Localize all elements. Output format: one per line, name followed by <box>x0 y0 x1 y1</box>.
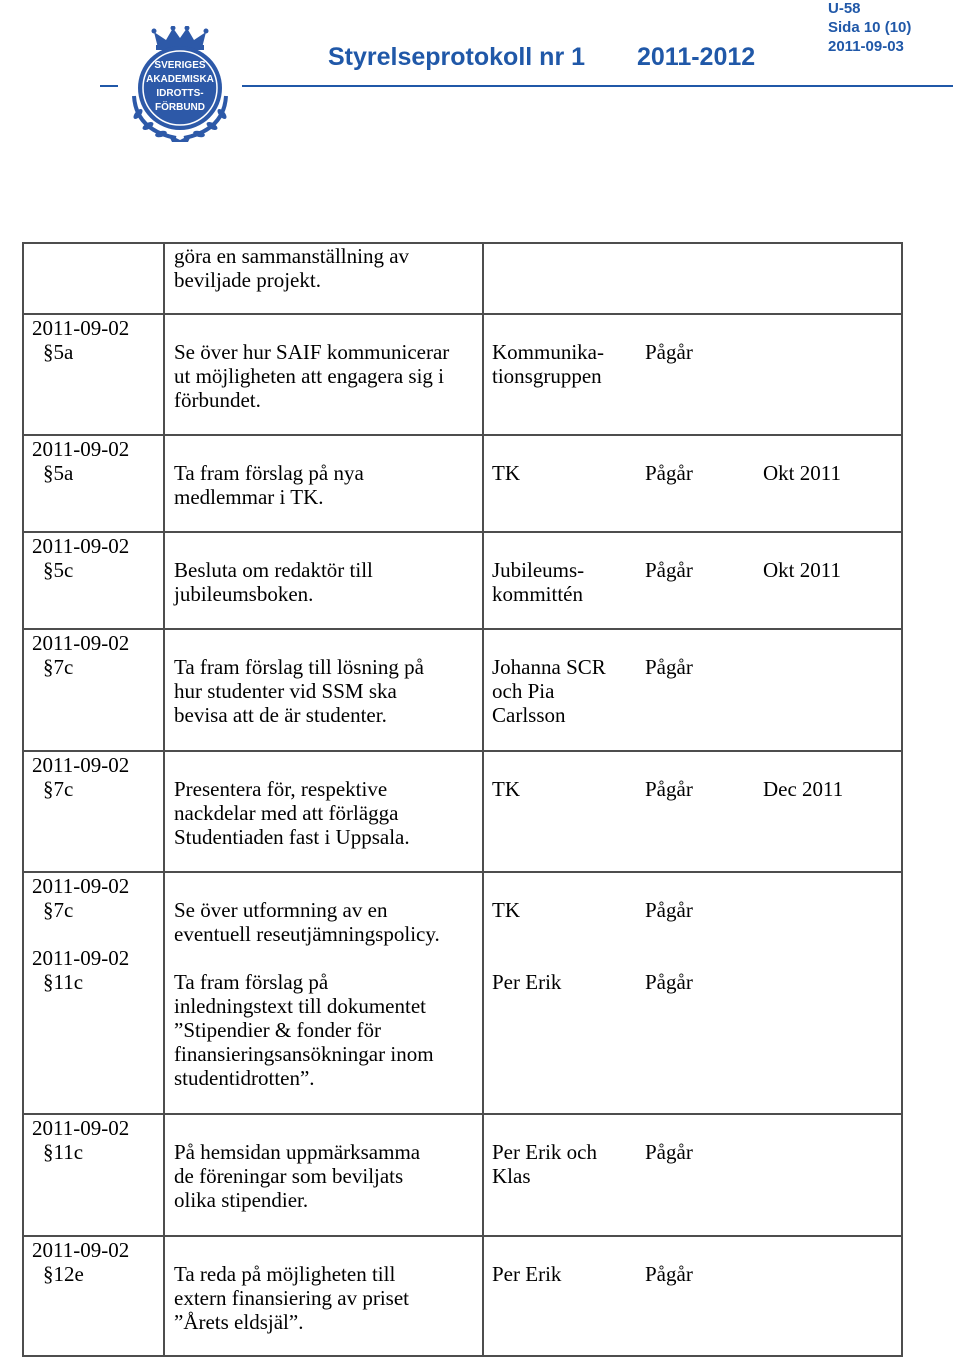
status: Pågår <box>645 1262 693 1286</box>
meeting-date: 2011-09-02 <box>32 1238 130 1262</box>
table-row <box>24 945 901 1115</box>
task-line: hur studenter vid SSM ska <box>174 679 397 703</box>
task-line: Se över hur SAIF kommunicerar <box>174 340 450 364</box>
date-cell <box>24 873 165 945</box>
task-line: eventuell reseutjämningspolicy. <box>174 922 440 946</box>
task-cell <box>165 945 484 1113</box>
task-cell <box>165 315 484 434</box>
document-date: 2011-09-03 <box>828 38 904 55</box>
status-cell <box>637 873 901 945</box>
task-cell <box>165 244 484 313</box>
task-cell <box>165 533 484 628</box>
status-cell <box>637 1115 901 1235</box>
date-cell <box>24 315 165 434</box>
responsible-line: Per Erik <box>492 1262 562 1286</box>
status: Pågår <box>645 461 693 485</box>
status-cell <box>637 244 901 313</box>
responsible-line: tionsgruppen <box>492 364 602 388</box>
status: Pågår <box>645 777 693 801</box>
document-year: 2011-2012 <box>637 43 756 71</box>
section-ref: §7c <box>43 655 74 679</box>
page-number: Sida 10 (10) <box>828 19 912 36</box>
section-ref: §11c <box>43 970 84 994</box>
responsible-line: kommittén <box>492 582 583 606</box>
responsible-line: Per Erik <box>492 970 562 994</box>
responsible-line: Kommunika- <box>492 340 604 364</box>
table-row <box>24 1115 901 1237</box>
task-line: Studentiaden fast i Uppsala. <box>174 825 410 849</box>
status-cell <box>637 436 901 531</box>
deadline: Okt 2011 <box>763 558 841 582</box>
responsible-line: TK <box>492 777 520 801</box>
responsible-cell <box>484 630 637 750</box>
meeting-date: 2011-09-02 <box>32 631 130 655</box>
logo-text-line: SVERIGES <box>154 60 206 71</box>
responsible-cell <box>484 873 637 945</box>
task-cell <box>165 752 484 871</box>
responsible-cell <box>484 1237 637 1355</box>
date-cell <box>24 1115 165 1235</box>
date-cell <box>24 1237 165 1355</box>
task-line: bevisa att de är studenter. <box>174 703 387 727</box>
task-line: extern finansiering av priset <box>174 1286 409 1310</box>
meeting-date: 2011-09-02 <box>32 316 130 340</box>
meeting-date: 2011-09-02 <box>32 534 130 558</box>
table-row <box>24 1237 901 1355</box>
status-cell <box>637 945 901 1113</box>
task-line: finansieringsansökningar inom <box>174 1042 434 1066</box>
deadline: Dec 2011 <box>763 777 844 801</box>
responsible-line: TK <box>492 898 520 922</box>
meeting-date: 2011-09-02 <box>32 1116 130 1140</box>
task-line: nackdelar med att förlägga <box>174 801 399 825</box>
task-cell <box>165 873 484 945</box>
date-cell <box>24 533 165 628</box>
task-line: Besluta om redaktör till <box>174 558 373 582</box>
responsible-cell <box>484 436 637 531</box>
status: Pågår <box>645 1140 693 1164</box>
task-line: medlemmar i TK. <box>174 485 324 509</box>
section-ref: §5c <box>43 558 74 582</box>
task-cell <box>165 1237 484 1355</box>
table-row <box>24 630 901 752</box>
responsible-line: och Pia <box>492 679 555 703</box>
table-row <box>24 533 901 630</box>
logo-text-line: AKADEMISKA <box>146 74 214 85</box>
task-line: studentidrotten”. <box>174 1066 315 1090</box>
date-cell <box>24 945 165 1113</box>
meeting-date: 2011-09-02 <box>32 437 130 461</box>
table-row <box>24 244 901 315</box>
table-row <box>24 752 901 873</box>
responsible-line: Jubileums- <box>492 558 585 582</box>
document-title: Styrelseprotokoll nr 1 <box>328 43 586 71</box>
logo-text-line: FÖRBUND <box>155 102 205 113</box>
task-line: Se över utformning av en <box>174 898 388 922</box>
date-cell <box>24 244 165 313</box>
date-cell <box>24 630 165 750</box>
responsible-line: Per Erik och <box>492 1140 597 1164</box>
task-line: På hemsidan uppmärksamma <box>174 1140 421 1164</box>
status: Pågår <box>645 558 693 582</box>
task-cell <box>165 1115 484 1235</box>
table-row <box>24 873 901 945</box>
status-cell <box>637 1237 901 1355</box>
responsible-cell <box>484 315 637 434</box>
task-line: ”Årets eldsjäl”. <box>174 1310 304 1334</box>
status-cell <box>637 315 901 434</box>
saif-logo <box>118 26 242 142</box>
responsible-cell <box>484 1115 637 1235</box>
task-line: Ta reda på möjligheten till <box>174 1262 396 1286</box>
responsible-line: Johanna SCR <box>492 655 606 679</box>
task-line: förbundet. <box>174 388 261 412</box>
task-line: jubileumsboken. <box>174 582 314 606</box>
header-meta <box>828 0 911 56</box>
meeting-date: 2011-09-02 <box>32 753 130 777</box>
task-line: göra en sammanställning av <box>174 244 410 268</box>
action-items-table <box>22 242 903 1357</box>
task-cell <box>165 436 484 531</box>
responsible-line: TK <box>492 461 520 485</box>
date-cell <box>24 752 165 871</box>
meeting-date: 2011-09-02 <box>32 874 130 898</box>
task-line: beviljade projekt. <box>174 268 321 292</box>
meeting-date: 2011-09-02 <box>32 946 130 970</box>
responsible-cell <box>484 945 637 1113</box>
section-ref: §7c <box>43 777 74 801</box>
section-ref: §7c <box>43 898 74 922</box>
task-line: ut möjligheten att engagera sig i <box>174 364 445 388</box>
task-line: Ta fram förslag på nya <box>174 461 364 485</box>
task-line: ”Stipendier & fonder för <box>174 1018 382 1042</box>
status: Pågår <box>645 340 693 364</box>
status: Pågår <box>645 898 693 922</box>
status-cell <box>637 533 901 628</box>
responsible-cell <box>484 533 637 628</box>
section-ref: §12e <box>43 1262 84 1286</box>
table-row <box>24 315 901 436</box>
document-id: U-58 <box>828 0 861 17</box>
status-cell <box>637 752 901 871</box>
status-cell <box>637 630 901 750</box>
date-cell <box>24 436 165 531</box>
status: Pågår <box>645 655 693 679</box>
task-line: de föreningar som beviljats <box>174 1164 404 1188</box>
responsible-line: Klas <box>492 1164 531 1188</box>
responsible-line: Carlsson <box>492 703 566 727</box>
deadline: Okt 2011 <box>763 461 841 485</box>
task-line: Ta fram förslag på <box>174 970 329 994</box>
responsible-cell <box>484 244 637 313</box>
status: Pågår <box>645 970 693 994</box>
responsible-cell <box>484 752 637 871</box>
table-row <box>24 436 901 533</box>
task-cell <box>165 630 484 750</box>
logo-text-line: IDROTTS- <box>156 88 204 99</box>
section-ref: §11c <box>43 1140 84 1164</box>
section-ref: §5a <box>43 461 74 485</box>
task-line: Ta fram förslag till lösning på <box>174 655 424 679</box>
section-ref: §5a <box>43 340 74 364</box>
task-line: inledningstext till dokumentet <box>174 994 426 1018</box>
task-line: olika stipendier. <box>174 1188 309 1212</box>
task-line: Presentera för, respektive <box>174 777 388 801</box>
